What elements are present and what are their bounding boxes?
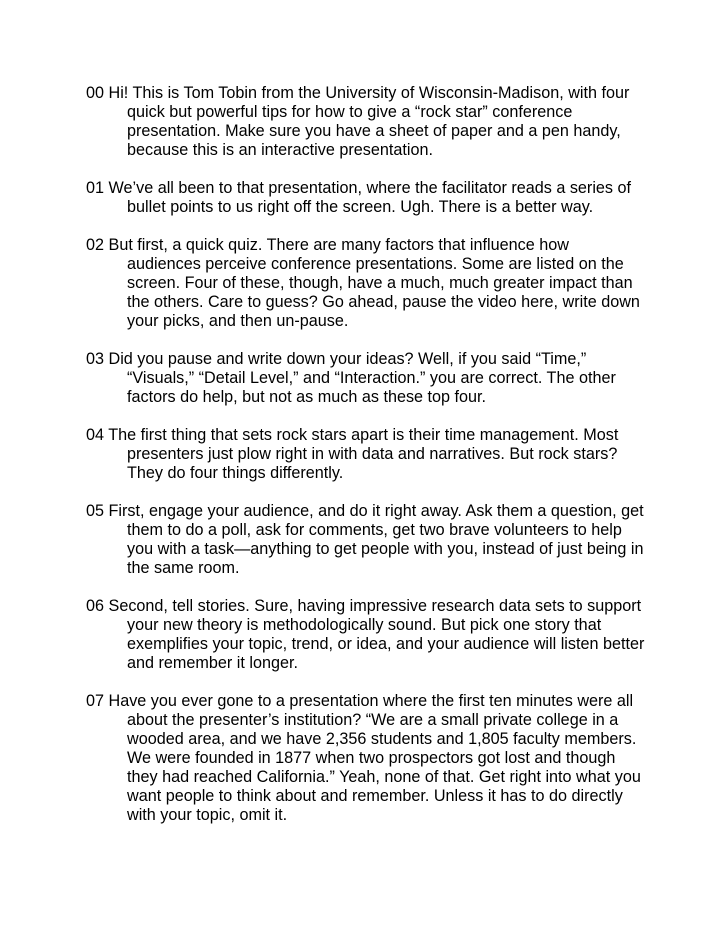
paragraph-03 — [86, 350, 646, 407]
paragraph-number: 07 — [86, 692, 105, 710]
paragraph-00 — [86, 84, 646, 160]
paragraph-number: 05 — [86, 502, 105, 520]
paragraph-04 — [86, 426, 646, 483]
paragraph-number: 03 — [86, 350, 105, 368]
paragraph-text: Have you ever gone to a presentation where the first ten minutes were all about the presenter’s institution? “We are a small private college in a wooded area, and we have 2,356 students and 1,805 faculty members. We were founded in 1877 when two prospectors got lost and though they had reached California.” Yeah, none of that. Get right into what you want people to think about and remember. Unless it has to do directly with your topic, omit it. — [108, 692, 641, 824]
paragraph-number: 04 — [86, 426, 105, 444]
paragraph-06 — [86, 597, 646, 673]
paragraph-text: The first thing that sets rock stars apart is their time management. Most presenters just plow right in with data and narratives. But rock stars? They do four things differently. — [108, 426, 619, 482]
paragraph-text: Hi! This is Tom Tobin from the University of Wisconsin-Madison, with four quick but powerful tips for how to give a “rock star” conference presentation. Make sure you have a sheet of paper and a pen handy, because this is an interactive presentation. — [108, 84, 630, 159]
paragraph-number: 02 — [86, 236, 105, 254]
paragraph-number: 00 — [86, 84, 105, 102]
paragraph-02 — [86, 236, 646, 331]
paragraph-07 — [86, 692, 646, 825]
paragraph-text: Did you pause and write down your ideas? Well, if you said “Time,” “Visuals,” “Detail Level,” and “Interaction.” you are correct. The other factors do help, but not as much as these top four. — [108, 350, 616, 406]
paragraph-05 — [86, 502, 646, 578]
paragraph-text: But first, a quick quiz. There are many factors that influence how audiences perceive conference presentations. Some are listed on the screen. Four of these, though, have a much, much greater impact than the others. Care to guess? Go ahead, pause the video here, write down your picks, and then un-pause. — [108, 236, 640, 330]
paragraph-text: First, engage your audience, and do it right away. Ask them a question, get them to do a poll, ask for comments, get two brave volunteers to help you with a task—anything to get people with you, instead of just being in the same room. — [108, 502, 644, 577]
paragraph-text: We’ve all been to that presentation, where the facilitator reads a series of bullet points to us right off the screen. Ugh. There is a better way. — [108, 179, 632, 216]
paragraph-01 — [86, 179, 646, 217]
paragraph-text: Second, tell stories. Sure, having impressive research data sets to support your new theory is methodologically sound. But pick one story that exemplifies your topic, trend, or idea, and your audience will listen better and remember it longer. — [108, 597, 645, 672]
paragraph-number: 01 — [86, 179, 105, 197]
document-page — [86, 84, 646, 844]
paragraph-number: 06 — [86, 597, 105, 615]
